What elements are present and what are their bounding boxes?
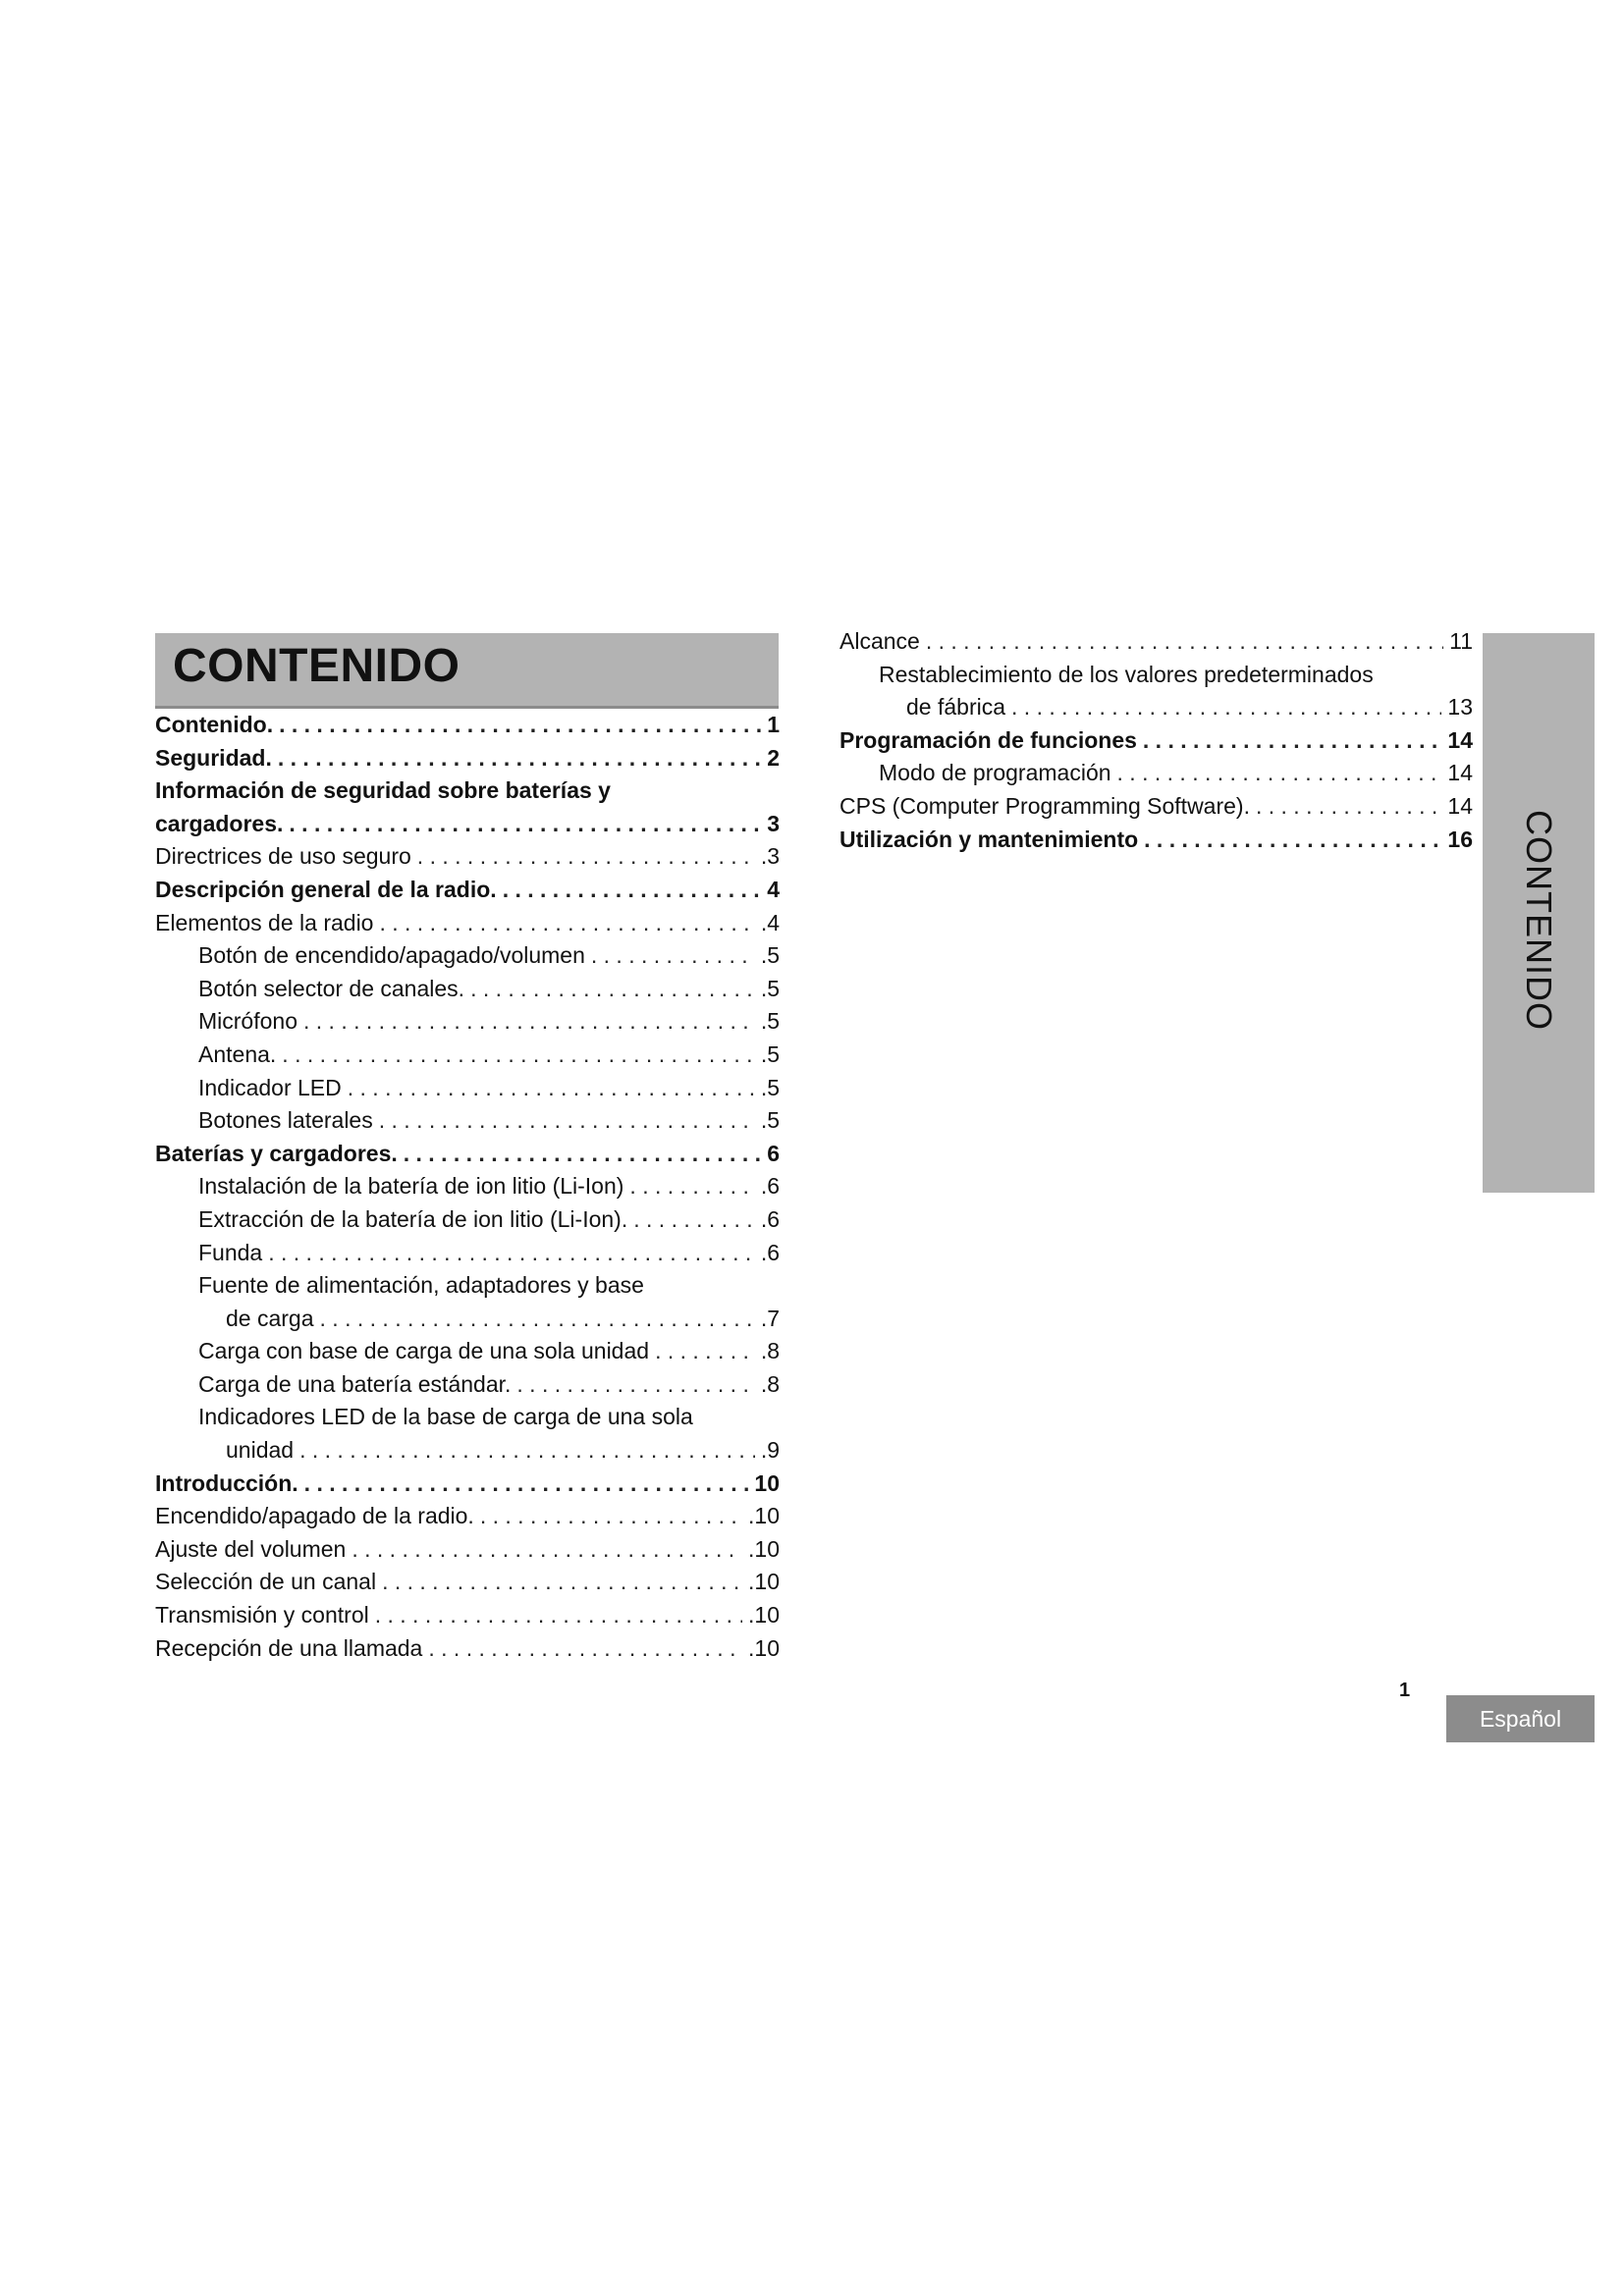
toc-entry-page: .5	[760, 1008, 780, 1035]
toc-dot-leader	[1144, 824, 1441, 857]
toc-entry[interactable]	[155, 907, 780, 940]
toc-right-column	[839, 625, 1473, 856]
toc-dot-leader	[282, 1039, 755, 1072]
toc-entry-page: .6	[760, 1239, 780, 1265]
toc-entry-page: .8	[760, 1338, 780, 1364]
toc-entry[interactable]	[155, 874, 780, 907]
toc-entry[interactable]	[155, 1500, 780, 1533]
toc-entry[interactable]	[155, 1104, 780, 1138]
toc-entry-page: 3	[767, 810, 780, 836]
toc-dot-leader	[268, 1237, 755, 1270]
toc-entry[interactable]	[839, 691, 1473, 724]
toc-dot-leader	[1117, 757, 1442, 790]
toc-entry[interactable]	[155, 1468, 780, 1501]
toc-dot-leader	[503, 874, 762, 907]
toc-entry-title: Micrófono	[198, 1008, 298, 1035]
toc-entry-title: Programación de funciones	[839, 726, 1137, 753]
toc-dot-leader	[304, 1468, 749, 1501]
page-title: CONTENIDO	[173, 640, 460, 692]
toc-entry-page: .6	[760, 1205, 780, 1232]
toc-entry-page: .5	[760, 942, 780, 969]
toc-entry[interactable]	[155, 709, 780, 742]
toc-entry-title: Carga de una batería estándar.	[198, 1370, 512, 1397]
toc-entry[interactable]	[155, 1170, 780, 1203]
toc-entry[interactable]	[155, 1434, 780, 1468]
toc-dot-leader	[417, 840, 755, 874]
toc-entry-title: Encendido/apagado de la radio.	[155, 1503, 474, 1529]
toc-dot-leader	[926, 625, 1443, 659]
toc-dot-leader	[348, 1072, 755, 1105]
toc-entry[interactable]	[155, 742, 780, 775]
toc-entry-page: 14	[1447, 792, 1473, 819]
toc-entry-page: 13	[1447, 694, 1473, 721]
toc-entry-page: 10	[754, 1469, 780, 1496]
toc-entry-page: .10	[748, 1569, 780, 1595]
toc-entry[interactable]	[155, 1566, 780, 1599]
toc-entry-title: Carga con base de carga de una sola unidad	[198, 1338, 650, 1364]
toc-entry-title: Alcance	[839, 628, 920, 654]
toc-entry-title: de carga	[226, 1305, 314, 1331]
toc-dot-leader	[299, 1434, 755, 1468]
toc-entry[interactable]	[155, 1039, 780, 1072]
toc-entry-page: 4	[767, 876, 780, 902]
toc-entry-title: Botón de encendido/apagado/volumen	[198, 942, 585, 969]
toc-entry-page: .6	[760, 1173, 780, 1200]
toc-entry[interactable]	[839, 824, 1473, 857]
toc-entry-title: Directrices de uso seguro	[155, 843, 411, 870]
toc-entry[interactable]	[155, 1368, 780, 1402]
toc-entry[interactable]	[155, 939, 780, 973]
toc-entry[interactable]	[155, 808, 780, 841]
toc-entry-title: Indicadores LED de la base de carga de una sola	[198, 1404, 693, 1430]
toc-entry[interactable]	[155, 1005, 780, 1039]
toc-entry[interactable]	[839, 790, 1473, 824]
toc-entry-page: .10	[748, 1602, 780, 1629]
toc-entry-title: Descripción general de la radio.	[155, 876, 497, 902]
section-side-tab	[1483, 633, 1595, 1193]
toc-entry-page: .5	[760, 1074, 780, 1100]
toc-entry-page: .10	[748, 1503, 780, 1529]
toc-entry-title: Modo de programación	[879, 760, 1111, 786]
toc-entry[interactable]	[155, 1401, 780, 1434]
toc-dot-leader	[480, 1500, 742, 1533]
toc-dot-leader	[320, 1303, 755, 1336]
toc-entry-page: .4	[760, 909, 780, 935]
toc-dot-leader	[278, 742, 761, 775]
toc-entry-title: Antena.	[198, 1041, 277, 1067]
toc-entry-title: de fábrica	[906, 694, 1006, 721]
toc-entry-title: Selección de un canal	[155, 1569, 377, 1595]
toc-entry-title: Botones laterales	[198, 1107, 373, 1134]
toc-entry-title: Baterías y cargadores.	[155, 1140, 398, 1166]
toc-entry-title: cargadores.	[155, 810, 284, 836]
toc-entry[interactable]	[155, 1533, 780, 1567]
page-number: 1	[1399, 1680, 1411, 1701]
toc-entry[interactable]	[155, 1072, 780, 1105]
toc-dot-leader	[1256, 790, 1441, 824]
toc-dot-leader	[655, 1335, 755, 1368]
toc-entry[interactable]	[155, 1269, 780, 1303]
language-tab	[1446, 1695, 1595, 1742]
toc-entry-page: 14	[1447, 760, 1473, 786]
toc-entry-title: Fuente de alimentación, adaptadores y base	[198, 1272, 644, 1299]
toc-entry-title: Seguridad.	[155, 744, 272, 771]
toc-dot-leader	[375, 1599, 742, 1632]
contents-title-banner	[155, 633, 779, 709]
side-tab-label: CONTENIDO	[1519, 810, 1559, 1031]
toc-entry-title: Extracción de la batería de ion litio (Li-Ion).	[198, 1205, 628, 1232]
toc-entry-page: 11	[1449, 628, 1473, 654]
toc-entry-title: Instalación de la batería de ion litio (Li-Ion)	[198, 1173, 624, 1200]
toc-entry-page: 6	[767, 1140, 780, 1166]
toc-entry-page: .10	[748, 1634, 780, 1661]
toc-dot-leader	[379, 1104, 755, 1138]
toc-entry-title: Funda	[198, 1239, 263, 1265]
toc-dot-leader	[428, 1632, 742, 1666]
toc-entry-title: Introducción.	[155, 1469, 298, 1496]
toc-entry-title: CPS (Computer Programming Software).	[839, 792, 1250, 819]
toc-dot-leader	[303, 1005, 755, 1039]
toc-entry-title: Utilización y mantenimiento	[839, 826, 1139, 852]
toc-entry-title: Información de seguridad sobre baterías y	[155, 777, 611, 804]
toc-dot-leader	[629, 1170, 754, 1203]
toc-entry-title: Contenido.	[155, 712, 274, 737]
toc-entry-page: .5	[760, 1041, 780, 1067]
toc-entry[interactable]	[839, 757, 1473, 790]
toc-dot-leader	[289, 808, 761, 841]
toc-dot-leader	[516, 1368, 754, 1402]
toc-entry[interactable]	[155, 1138, 780, 1171]
language-label: Español	[1479, 1706, 1562, 1732]
toc-entry-page: 14	[1447, 726, 1473, 753]
toc-entry[interactable]	[155, 973, 780, 1006]
toc-entry-title: Ajuste del volumen	[155, 1535, 347, 1562]
toc-entry[interactable]	[155, 1203, 780, 1237]
toc-entry[interactable]	[155, 1303, 780, 1336]
toc-dot-leader	[1011, 691, 1441, 724]
toc-entry-page: 16	[1447, 826, 1473, 852]
toc-entry[interactable]	[839, 659, 1473, 692]
toc-entry-title: Transmisión y control	[155, 1602, 369, 1629]
toc-dot-leader	[352, 1533, 742, 1567]
toc-entry-title: unidad	[226, 1437, 295, 1464]
toc-entry-page: .9	[760, 1437, 780, 1464]
toc-entry-page: .5	[760, 975, 780, 1001]
toc-dot-leader	[379, 907, 754, 940]
toc-entry[interactable]	[155, 774, 780, 808]
toc-entry-page: .8	[760, 1370, 780, 1397]
toc-dot-leader	[1143, 724, 1442, 758]
toc-entry-page: .3	[760, 843, 780, 870]
toc-dot-leader	[470, 973, 755, 1006]
toc-entry-title: Restablecimiento de los valores predeterminados	[879, 661, 1374, 687]
toc-entry[interactable]	[155, 1632, 780, 1666]
toc-entry[interactable]	[839, 724, 1473, 758]
toc-entry[interactable]	[155, 840, 780, 874]
toc-entry-title: Recepción de una llamada	[155, 1634, 423, 1661]
toc-dot-leader	[591, 939, 755, 973]
toc-entry[interactable]	[839, 625, 1473, 659]
toc-dot-leader	[404, 1138, 761, 1171]
toc-entry-page: .10	[748, 1535, 780, 1562]
toc-entry-page: .5	[760, 1107, 780, 1134]
toc-entry-title: Elementos de la radio	[155, 909, 374, 935]
toc-dot-leader	[633, 1203, 755, 1237]
toc-dot-leader	[382, 1566, 742, 1599]
toc-dot-leader	[279, 709, 761, 742]
toc-entry[interactable]	[155, 1237, 780, 1270]
toc-entry-page: .7	[760, 1305, 780, 1331]
toc-entry[interactable]	[155, 1335, 780, 1368]
toc-entry-title: Indicador LED	[198, 1074, 342, 1100]
toc-entry-title: Botón selector de canales.	[198, 975, 465, 1001]
toc-left-column	[155, 709, 780, 1665]
toc-entry-page: 1	[767, 712, 780, 737]
toc-entry[interactable]	[155, 1599, 780, 1632]
toc-entry-page: 2	[767, 744, 780, 771]
